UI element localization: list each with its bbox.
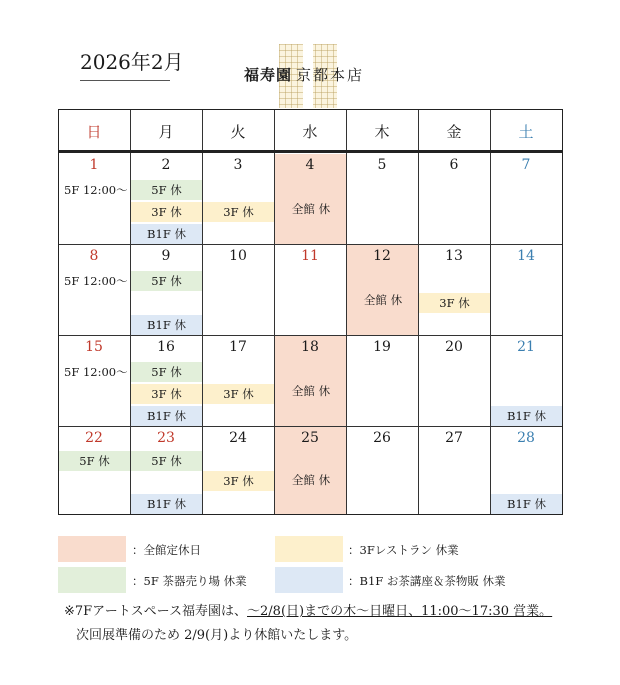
title-underline [80,80,170,81]
5f-closed-badge: 5F 休 [131,451,202,471]
closed-all-label: 全館 休 [363,293,403,307]
footnote-hours: 〜2/8(日)までの木〜日曜日、11:00〜17:30 営業。 [247,604,553,619]
legend-swatch-closed-all [58,536,126,562]
footnote-line-1 [64,600,552,624]
day-number: 15 [85,339,103,355]
5f-closed-badge: 5F 休 [131,180,202,200]
day-number: 27 [445,430,463,446]
legend-label-b1f: ：B1F お茶講座＆茶物販 休業 [348,574,506,588]
day-number: 17 [229,339,247,355]
calendar-grid [58,109,563,515]
month-title: 2026年2月 [80,50,184,74]
weekday-tue: 火 [230,123,246,141]
day-number: 24 [229,430,247,446]
legend-swatch-teaware [58,567,126,593]
weekday-wed: 水 [302,123,318,141]
footnote-prefix: ※7Fアートスペース福寿園は、 [64,604,248,619]
5f-closed-badge: 5F 休 [59,451,130,471]
5f-closed-badge: 5F 休 [131,271,202,291]
day-number: 2 [161,157,171,173]
weekday-sun: 日 [86,123,102,141]
b1f-closed-badge: B1F 休 [131,315,202,335]
5f-opening-note: 5F 12:00〜 [64,365,128,379]
day-number: 19 [373,339,391,355]
5f-opening-note: 5F 12:00〜 [64,274,128,288]
closed-all-label: 全館 休 [291,473,331,487]
footnote-line-2: 次回展準備のため 2/9(月)より休館いたします。 [76,628,358,643]
day-number: 23 [157,430,175,446]
b1f-closed-badge: B1F 休 [131,406,202,426]
weekday-sat: 土 [518,123,534,141]
day-number: 9 [161,248,171,264]
3f-closed-badge: 3F 休 [131,384,202,404]
day-number: 16 [157,339,175,355]
day-number: 26 [373,430,391,446]
legend-swatch-restaurant [275,536,343,562]
b1f-closed-badge: B1F 休 [491,494,562,514]
b1f-closed-badge: B1F 休 [491,406,562,426]
3f-closed-badge: 3F 休 [203,202,274,222]
brand-logo [244,64,364,85]
legend-label-teaware: ：5F 茶器売り場 休業 [132,574,247,588]
day-number: 3 [233,157,243,173]
3f-closed-badge: 3F 休 [131,202,202,222]
day-number: 12 [373,248,391,264]
day-number: 11 [301,248,319,264]
legend-label-restaurant: ：3Fレストラン 休業 [348,543,459,557]
weekday-fri: 金 [446,123,462,141]
day-number: 7 [521,157,531,173]
closed-all-label: 全館 休 [291,202,331,216]
day-number: 22 [85,430,103,446]
5f-opening-note: 5F 12:00〜 [64,183,128,197]
legend-swatch-b1f [275,567,343,593]
calendar-border [58,109,563,515]
day-number: 5 [377,157,387,173]
day-number: 8 [89,248,99,264]
day-number: 18 [301,339,319,355]
3f-closed-badge: 3F 休 [203,384,274,404]
weekday-thu: 木 [374,123,390,141]
5f-closed-badge: 5F 休 [131,362,202,382]
b1f-closed-badge: B1F 休 [131,224,202,244]
day-number: 1 [89,157,99,173]
day-number: 4 [305,157,315,173]
day-number: 13 [445,248,463,264]
brand-name: 福寿園 [244,66,293,84]
day-number: 28 [517,430,535,446]
day-number: 21 [517,339,535,355]
branch-name: 京都本店 [296,66,365,84]
day-number: 6 [449,157,459,173]
closed-all-label: 全館 休 [291,384,331,398]
day-number: 20 [445,339,463,355]
day-number: 10 [229,248,247,264]
weekday-mon: 月 [158,123,174,141]
b1f-closed-badge: B1F 休 [131,494,202,514]
footnote [64,600,552,648]
day-number: 25 [301,430,319,446]
legend-label-closed-all: ：全館定休日 [132,543,201,557]
3f-closed-badge: 3F 休 [203,471,274,491]
day-number: 14 [517,248,535,264]
3f-closed-badge: 3F 休 [419,293,490,313]
